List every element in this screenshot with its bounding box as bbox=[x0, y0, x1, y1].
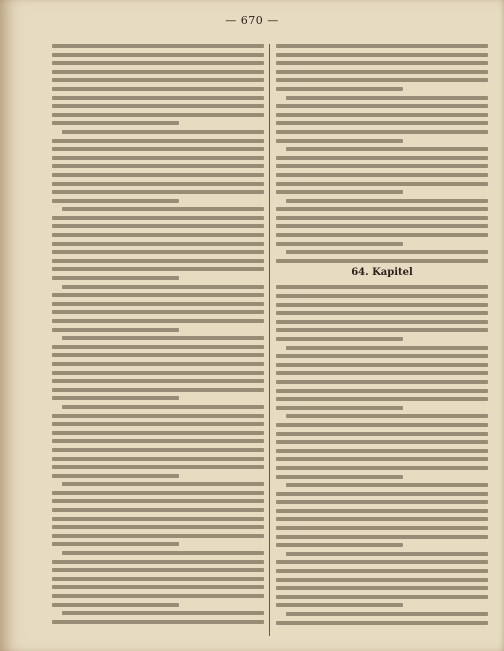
text-line bbox=[286, 199, 488, 203]
text-line bbox=[276, 595, 488, 599]
text-line bbox=[276, 475, 403, 479]
text-line bbox=[276, 543, 403, 547]
text-line bbox=[52, 182, 264, 186]
text-line bbox=[52, 388, 264, 392]
text-line bbox=[286, 250, 488, 254]
text-line bbox=[52, 594, 264, 598]
text-line bbox=[276, 53, 488, 57]
text-line bbox=[52, 319, 264, 323]
right-column-lower-text bbox=[276, 285, 488, 624]
text-line bbox=[52, 121, 179, 125]
text-line bbox=[276, 578, 488, 582]
text-line bbox=[52, 139, 264, 143]
text-line bbox=[276, 156, 488, 160]
text-line bbox=[62, 611, 264, 615]
text-line bbox=[276, 70, 488, 74]
text-line bbox=[276, 526, 488, 530]
text-line bbox=[52, 568, 264, 572]
text-line bbox=[52, 577, 264, 581]
text-line bbox=[276, 457, 488, 461]
text-line bbox=[52, 224, 264, 228]
text-line bbox=[62, 551, 264, 555]
text-line bbox=[52, 96, 264, 100]
text-line bbox=[62, 285, 264, 289]
text-line bbox=[276, 509, 488, 513]
text-line bbox=[286, 96, 488, 100]
text-line bbox=[52, 233, 264, 237]
text-line bbox=[52, 542, 179, 546]
text-line bbox=[276, 311, 488, 315]
text-line bbox=[276, 164, 488, 168]
text-line bbox=[52, 534, 264, 538]
text-line bbox=[276, 44, 488, 48]
text-line bbox=[62, 405, 264, 409]
text-line bbox=[276, 113, 488, 117]
text-line bbox=[276, 603, 403, 607]
text-line bbox=[276, 173, 488, 177]
text-line bbox=[276, 449, 488, 453]
text-line bbox=[276, 320, 488, 324]
text-line bbox=[276, 216, 488, 220]
text-line bbox=[52, 345, 264, 349]
text-line bbox=[52, 156, 264, 160]
text-line bbox=[52, 87, 264, 91]
text-line bbox=[62, 336, 264, 340]
text-line bbox=[52, 457, 264, 461]
text-line bbox=[52, 216, 264, 220]
text-line bbox=[52, 620, 264, 624]
text-line bbox=[52, 61, 264, 65]
text-line bbox=[276, 285, 488, 289]
text-line bbox=[52, 422, 264, 426]
text-line bbox=[276, 78, 488, 82]
text-line bbox=[52, 474, 179, 478]
text-line bbox=[276, 363, 488, 367]
text-line bbox=[276, 406, 403, 410]
text-line bbox=[52, 104, 264, 108]
text-line bbox=[276, 130, 488, 134]
text-line bbox=[52, 113, 264, 117]
text-line bbox=[52, 293, 264, 297]
text-line bbox=[276, 466, 488, 470]
text-line bbox=[276, 87, 403, 91]
text-line bbox=[286, 612, 488, 616]
column-divider bbox=[269, 44, 270, 636]
text-line bbox=[52, 199, 179, 203]
text-line bbox=[276, 423, 488, 427]
text-line bbox=[52, 70, 264, 74]
text-line bbox=[52, 328, 179, 332]
text-line bbox=[52, 603, 179, 607]
text-line bbox=[276, 224, 488, 228]
text-line bbox=[276, 517, 488, 521]
text-line bbox=[276, 182, 488, 186]
text-line bbox=[52, 147, 264, 151]
text-line bbox=[52, 362, 264, 366]
text-line bbox=[276, 233, 488, 237]
text-line bbox=[276, 440, 488, 444]
text-line bbox=[52, 431, 264, 435]
text-line bbox=[276, 242, 403, 246]
page-number: — 670 — bbox=[225, 14, 279, 27]
text-line bbox=[52, 525, 264, 529]
text-line bbox=[276, 328, 488, 332]
text-line bbox=[62, 482, 264, 486]
text-line bbox=[276, 190, 403, 194]
text-line bbox=[52, 439, 264, 443]
text-line bbox=[52, 499, 264, 503]
text-line bbox=[276, 303, 488, 307]
text-line bbox=[276, 500, 488, 504]
text-line bbox=[276, 586, 488, 590]
text-line bbox=[276, 560, 488, 564]
text-line bbox=[52, 44, 264, 48]
text-line bbox=[286, 552, 488, 556]
text-line bbox=[286, 147, 488, 151]
text-line bbox=[52, 414, 264, 418]
text-line bbox=[52, 302, 264, 306]
text-line bbox=[52, 190, 264, 194]
text-line bbox=[62, 207, 264, 211]
text-line bbox=[52, 379, 264, 383]
text-line bbox=[52, 371, 264, 375]
text-line bbox=[276, 139, 403, 143]
text-line bbox=[52, 508, 264, 512]
text-line bbox=[276, 61, 488, 65]
text-line bbox=[52, 267, 264, 271]
text-line bbox=[52, 250, 264, 254]
text-line bbox=[52, 396, 179, 400]
text-line bbox=[52, 465, 264, 469]
text-line bbox=[52, 448, 264, 452]
text-line bbox=[276, 432, 488, 436]
text-line bbox=[276, 389, 488, 393]
text-line bbox=[276, 380, 488, 384]
text-line bbox=[276, 354, 488, 358]
text-line bbox=[62, 130, 264, 134]
left-column bbox=[52, 44, 264, 636]
text-line bbox=[52, 353, 264, 357]
text-line bbox=[276, 535, 488, 539]
text-line bbox=[276, 259, 488, 263]
text-line bbox=[286, 483, 488, 487]
text-line bbox=[276, 371, 488, 375]
text-line bbox=[52, 164, 264, 168]
text-line bbox=[52, 517, 264, 521]
text-line bbox=[52, 53, 264, 57]
text-line bbox=[52, 491, 264, 495]
text-line bbox=[52, 259, 264, 263]
text-line bbox=[276, 337, 403, 341]
text-line bbox=[52, 173, 264, 177]
right-column-upper-text bbox=[276, 44, 488, 263]
text-line bbox=[52, 242, 264, 246]
text-line bbox=[52, 310, 264, 314]
text-line bbox=[52, 78, 264, 82]
text-line bbox=[276, 294, 488, 298]
text-line bbox=[286, 346, 488, 350]
text-line bbox=[276, 569, 488, 573]
text-line bbox=[52, 276, 179, 280]
text-line bbox=[276, 104, 488, 108]
text-line bbox=[286, 414, 488, 418]
text-line bbox=[276, 121, 488, 125]
text-line bbox=[276, 621, 488, 625]
text-line bbox=[276, 397, 488, 401]
text-line bbox=[276, 492, 488, 496]
text-line bbox=[52, 560, 264, 564]
right-column bbox=[276, 44, 488, 636]
text-line bbox=[276, 207, 488, 211]
text-line bbox=[52, 585, 264, 589]
chapter-heading: 64. Kapitel bbox=[351, 267, 413, 279]
